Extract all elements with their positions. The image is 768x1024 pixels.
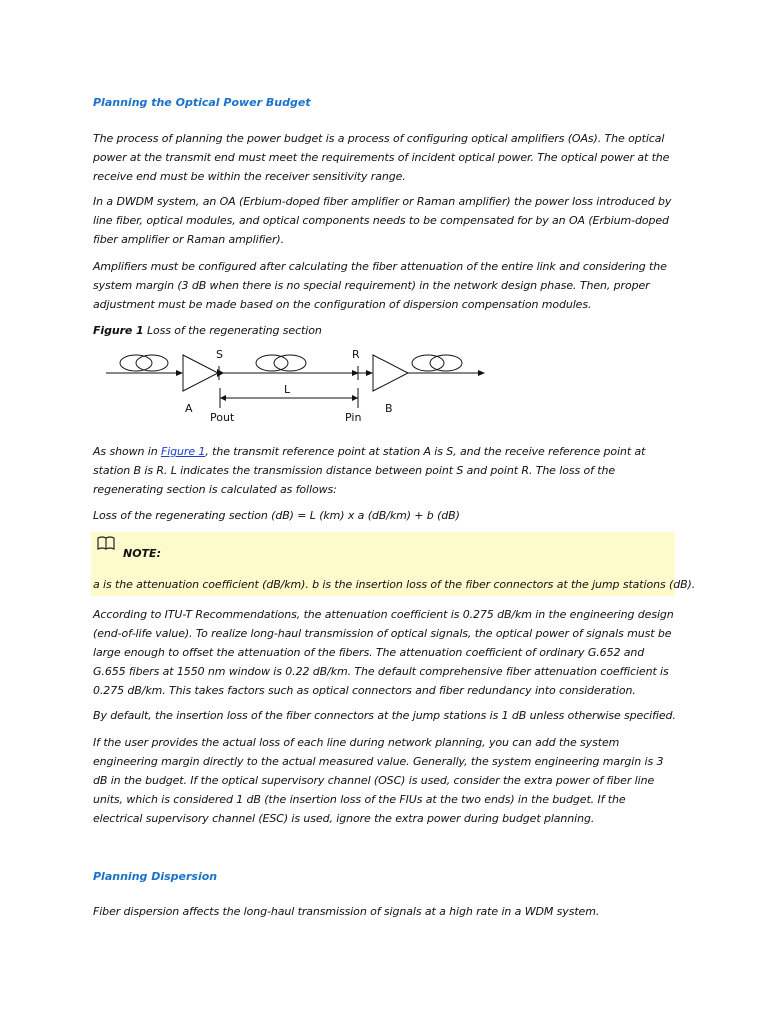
book-icon xyxy=(97,536,115,550)
paragraph-dispersion-intro: Fiber dispersion affects the long-haul transmission of signals at a high rate in a WDM system. xyxy=(93,905,600,918)
paragraph-dwdm-oa: In a DWDM system, an OA (Erbium-doped fiber amplifier or Raman amplifier) the power loss introduced by line fiber, optical modules, and optical components needs to be compensated for by an OA (Erbium-doped fiber amplifier or Raman amplifier). xyxy=(93,195,672,246)
label-r: R xyxy=(352,348,360,361)
amplifier-a-icon xyxy=(183,355,218,391)
point-s-arrow-icon xyxy=(217,369,224,377)
note-text: a is the attenuation coefficient (dB/km). b is the insertion loss of the fiber connectors at the jump stations (dB). xyxy=(93,578,696,591)
label-l: L xyxy=(284,383,291,396)
fiber-coil-left-icon xyxy=(120,355,168,371)
regenerating-section-diagram xyxy=(100,342,500,432)
figure-label: Figure 1 xyxy=(93,324,144,337)
figure-ref-prefix: As shown in xyxy=(93,445,161,458)
note-title: NOTE: xyxy=(123,547,161,560)
figure-ref-suffix: , the transmit reference point at station A is S, and the receive reference point at station B is R. L indicates the transmission distance between point S and point R. The loss of the regenerating section is calculated as follows: xyxy=(93,445,646,496)
paragraph-power-budget-intro: The process of planning the power budget is a process of configuring optical amplifiers (OAs). The optical power at the transmit end must meet the requirements of incident optical power. The optical power at the receive end must be within the receiver sensitivity range. xyxy=(93,132,670,183)
label-s: S xyxy=(216,348,223,361)
figure-1-link[interactable]: Figure 1 xyxy=(160,445,206,458)
fiber-coil-right-icon xyxy=(412,355,462,371)
section-heading-dispersion: Planning Dispersion xyxy=(93,870,218,883)
fiber-coil-middle-icon xyxy=(256,355,306,371)
label-pout: Pout xyxy=(210,411,235,424)
dimension-arrow-right-icon xyxy=(352,395,358,401)
arrow-into-b-icon xyxy=(366,370,373,376)
dimension-arrow-left-icon xyxy=(220,395,226,401)
note-box xyxy=(91,532,696,596)
arrow-into-a-icon xyxy=(176,370,183,376)
amplifier-b-icon xyxy=(373,355,408,391)
paragraph-amplifier-config: Amplifiers must be configured after calculating the fiber attenuation of the entire link and considering the system margin (3 dB when there is no special requirement) in the network design phase. Then, proper adjustment must be made based on the configuration of dispersion compensation modules. xyxy=(93,260,667,311)
paragraph-insertion-loss-default: By default, the insertion loss of the fiber connectors at the jump stations is 1 dB unless otherwise specified. xyxy=(93,709,676,722)
section-heading-power-budget: Planning the Optical Power Budget xyxy=(93,96,311,109)
loss-formula: Loss of the regenerating section (dB) = L (km) x a (dB/km) + b (dB) xyxy=(93,509,460,522)
label-a: A xyxy=(185,402,193,415)
paragraph-actual-loss: If the user provides the actual loss of each line during network planning, you can add the system engineering margin directly to the actual measured value. Generally, the system engineering margin is 3 dB in the budget. If the optical supervisory channel (OSC) is used, consider the extra power of fiber line units, which is considered 1 dB (the insertion loss of the FIUs at the two ends) in the budget. If the electrical supervisory channel (ESC) is used, ignore the extra power during budget planning. xyxy=(93,736,664,825)
label-pin: Pin xyxy=(345,411,362,424)
paragraph-itu-recommendations: According to ITU-T Recommendations, the attenuation coefficient is 0.275 dB/km in the engineering design (end-of-life value). To realize long-haul transmission of optical signals, the optical power of signals must be large enough to offset the attenuation of the fibers. The attenuation coefficient of ordinary G.652 and G.655 fibers at 1550 nm window is 0.22 dB/km. The default comprehensive fiber attenuation coefficient is 0.275 dB/km. This takes factors such as optical connectors and fiber redundancy into consideration. xyxy=(93,608,674,697)
paragraph-figure-explanation xyxy=(93,442,678,499)
figure-caption xyxy=(93,321,678,340)
label-b: B xyxy=(385,402,393,415)
figure-title: Loss of the regenerating section xyxy=(146,324,322,337)
arrow-out-icon xyxy=(478,370,485,376)
